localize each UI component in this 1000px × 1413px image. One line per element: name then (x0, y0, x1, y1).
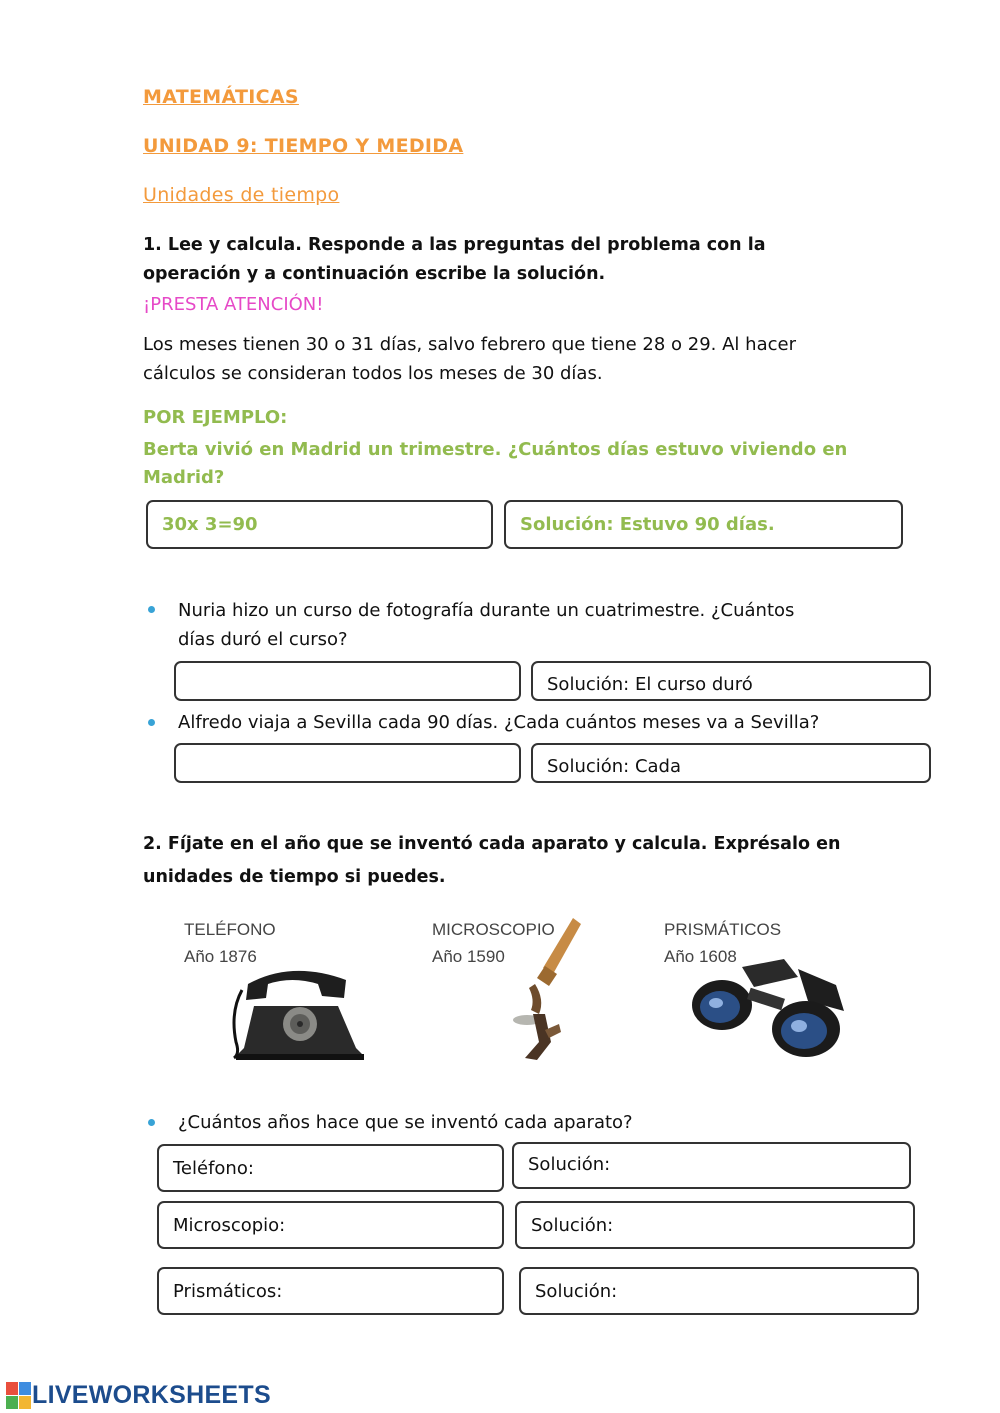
months-info-line2: cálculos se consideran todos los meses de 30 días. (143, 363, 603, 384)
example-operation-text: 30x 3=90 (162, 514, 258, 535)
topic-heading: Unidades de tiempo (143, 184, 340, 206)
microscope-icon (505, 914, 585, 1062)
alfredo-solution-input[interactable] (531, 743, 931, 783)
telephone-answer-label: Teléfono: (173, 1157, 254, 1179)
microscope-solution-input[interactable] (515, 1201, 915, 1249)
exercise1-prompt-line1: 1. Lee y calcula. Responde a las preguntas del problema con la (143, 235, 766, 255)
liveworksheets-mark-icon (6, 1382, 32, 1410)
unit-heading: UNIDAD 9: TIEMPO Y MEDIDA (143, 135, 464, 157)
attention-note: ¡PRESTA ATENCIÓN! (143, 294, 324, 315)
exercise2-prompt-line2: unidades de tiempo si puedes. (143, 867, 446, 887)
telephone-solution-label: Solución: (528, 1154, 611, 1175)
alfredo-operation-input[interactable] (174, 743, 521, 783)
device-telephone-name: TELÉFONO (184, 920, 276, 939)
exercise2-prompt-line1: 2. Fíjate en el año que se inventó cada aparato y calcula. Exprésalo en (143, 834, 841, 854)
exercise1-prompt (143, 231, 903, 289)
microscope-answer-input[interactable] (157, 1201, 504, 1249)
nuria-operation-input[interactable] (174, 661, 521, 701)
question-years: ¿Cuántos años hace que se inventó cada aparato? (178, 1112, 633, 1133)
nuria-solution-text: Solución: El curso duró (547, 673, 753, 695)
example-problem (143, 436, 903, 492)
example-problem-line1: Berta vivió en Madrid un trimestre. ¿Cuántos días estuvo viviendo en (143, 439, 848, 460)
microscope-solution-label: Solución: (531, 1214, 614, 1236)
question-nuria-line2: días duró el curso? (178, 629, 348, 650)
bullet-icon (148, 719, 155, 726)
device-telephone-year: Año 1876 (184, 947, 257, 966)
binoculars-icon (688, 955, 854, 1061)
example-label: POR EJEMPLO: (143, 407, 288, 428)
binoculars-solution-label: Solución: (535, 1280, 618, 1302)
exercise2-prompt (143, 828, 903, 894)
microscope-answer-label: Microscopio: (173, 1214, 286, 1236)
binoculars-answer-label: Prismáticos: (173, 1280, 283, 1302)
subject-heading: MATEMÁTICAS (143, 86, 299, 108)
example-solution-text: Solución: Estuvo 90 días. (520, 514, 775, 535)
example-problem-line2: Madrid? (143, 467, 225, 488)
telephone-answer-input[interactable] (157, 1144, 504, 1192)
telephone-solution-input[interactable] (512, 1142, 911, 1189)
question-nuria-line1: Nuria hizo un curso de fotografía durante un cuatrimestre. ¿Cuántos (178, 600, 795, 621)
nuria-solution-input[interactable] (531, 661, 931, 701)
bullet-icon (148, 606, 155, 613)
telephone-icon (222, 962, 368, 1062)
example-operation-box (146, 500, 493, 549)
question-alfredo: Alfredo viaja a Sevilla cada 90 días. ¿Cada cuántos meses va a Sevilla? (178, 712, 820, 733)
months-info (143, 330, 903, 388)
liveworksheets-wordmark: LIVEWORKSHEETS (32, 1381, 271, 1409)
device-microscope-year: Año 1590 (432, 947, 505, 966)
binoculars-answer-input[interactable] (157, 1267, 504, 1315)
device-binoculars-year: Año 1608 (664, 947, 737, 966)
bullet-icon (148, 1119, 155, 1126)
liveworksheets-logo (6, 1381, 271, 1410)
device-microscope-name: MICROSCOPIO (432, 920, 555, 939)
months-info-line1: Los meses tienen 30 o 31 días, salvo febrero que tiene 28 o 29. Al hacer (143, 334, 796, 355)
binoculars-solution-input[interactable] (519, 1267, 919, 1315)
question-nuria (178, 596, 918, 654)
exercise1-prompt-line2: operación y a continuación escribe la solución. (143, 264, 606, 284)
example-solution-box (504, 500, 903, 549)
alfredo-solution-text: Solución: Cada (547, 755, 682, 777)
device-binoculars-name: PRISMÁTICOS (664, 920, 782, 939)
